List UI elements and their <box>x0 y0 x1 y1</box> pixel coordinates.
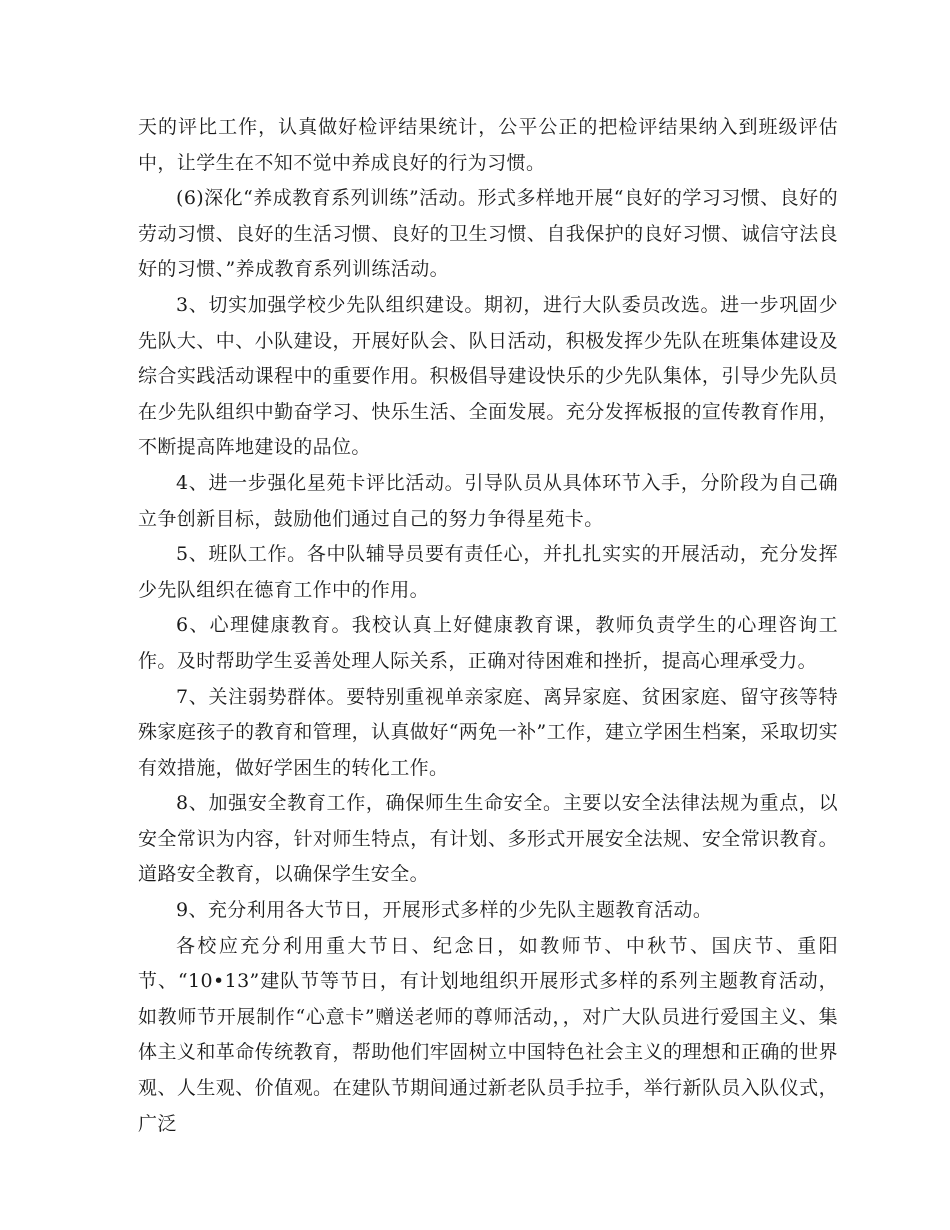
paragraph-6: 6、心理健康教育。我校认真上好健康教育课，教师负责学生的心理咨询工作。及时帮助学生妥善处理人际关系，正确对待困难和挫折，提高心理承受力。 <box>138 614 838 672</box>
paragraph-9: 9、充分利用各大节日，开展形式多样的少先队主题教育活动。 <box>176 899 713 922</box>
paragraph-2: (6)深化“养成教育系列训练”活动。形式多样地开展“良好的学习习惯、良好的劳动习惯、良好的生活习惯、良好的卫生习惯、自我保护的良好习惯、诚信守法良好的习惯、”养成教育系列训练活动。 <box>138 187 838 281</box>
paragraph-10: 各校应充分利用重大节日、纪念日，如教师节、中秋节、国庆节、重阳节、“10•13”建队节等节日，有计划地组织开展形式多样的系列主题教育活动，如教师节开展制作“心意卡”赠送老师的尊师活动，，对广大队员进行爱国主义、集体主义和革命传统教育，帮助他们牢固树立中国特色社会主义的理想和正确的世界观、人生观、价值观。在建队节期间通过新老队员手拉手，举行新队员入队仪式，广泛 <box>138 934 838 1135</box>
paragraph-5: 5、班队工作。各中队辅导员要有责任心，并扎扎实实的开展活动，充分发挥少先队组织在德育工作中的作用。 <box>138 543 838 601</box>
document-body <box>138 110 838 1142</box>
paragraph-4: 4、进一步强化星苑卡评比活动。引导队员从具体环节入手，分阶段为自己确立争创新目标，鼓励他们通过自己的努力争得星苑卡。 <box>138 471 838 530</box>
paragraph-3: 3、切实加强学校少先队组织建设。期初，进行大队委员改选。进一步巩固少先队大、中、小队建设，开展好队会、队日活动，积极发挥少先队在班集体建设及综合实践活动课程中的重要作用。积极倡导建设快乐的少先队集体，引导少先队员在少先队组织中勤奋学习、快乐生活、全面发展。充分发挥板报的宣传教育作用，不断提高阵地建设的品位。 <box>138 293 838 459</box>
paragraph-8: 8、加强安全教育工作，确保师生生命安全。主要以安全法律法规为重点，以安全常识为内容，针对师生特点，有计划、多形式开展安全法规、安全常识教育。道路安全教育，以确保学生安全。 <box>138 792 838 886</box>
paragraph-1: 天的评比工作，认真做好检评结果统计，公平公正的把检评结果纳入到班级评估中，让学生在不知不觉中养成良好的行为习惯。 <box>138 116 838 174</box>
paragraph-7: 7、关注弱势群体。要特别重视单亲家庭、离异家庭、贫困家庭、留守孩等特殊家庭孩子的教育和管理，认真做好“两免一补”工作，建立学困生档案，采取切实有效措施，做好学困生的转化工作。 <box>138 685 838 779</box>
